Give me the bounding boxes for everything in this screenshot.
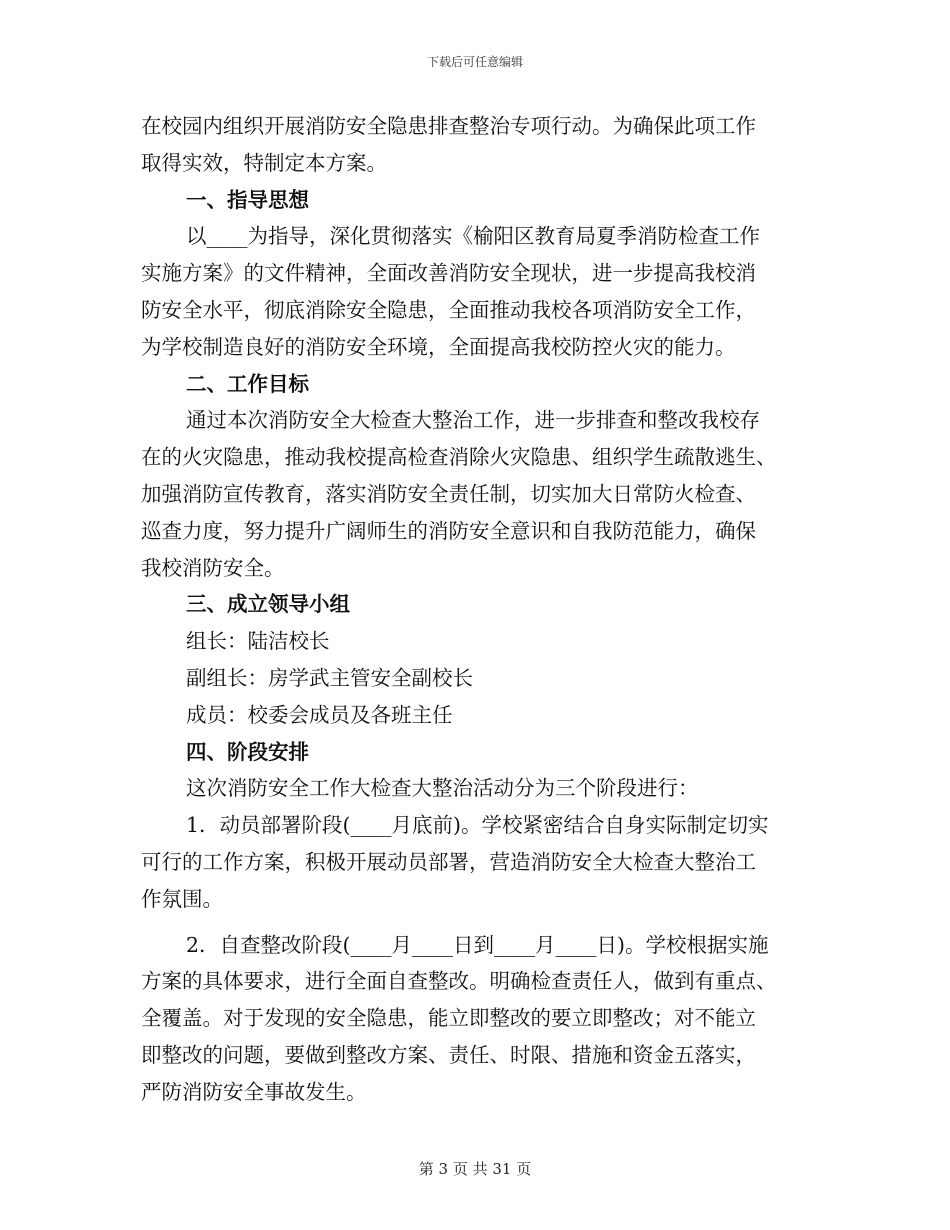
body-line: 全覆盖。对于发现的安全隐患，能立即整改的要立即整改；对不能立 bbox=[141, 1006, 756, 1031]
body-line: 以____为指导，深化贯彻落实《榆阳区教育局夏季消防检查工作 bbox=[186, 224, 760, 249]
section-heading-leadership-group: 三、成立领导小组 bbox=[186, 592, 350, 617]
section-heading-stage-arrangement: 四、阶段安排 bbox=[186, 739, 309, 764]
body-line: 实施方案》的文件精神，全面改善消防安全现状，进一步提高我校消 bbox=[141, 261, 756, 286]
body-line: 加强消防宣传教育，落实消防安全责任制，切实加大日常防火检查、 bbox=[141, 481, 756, 506]
body-line: 严防消防安全事故发生。 bbox=[141, 1079, 367, 1104]
body-line: 2．自查整改阶段(____月____日到____月____日)。学校根据实施 bbox=[186, 932, 769, 957]
body-line: 巡查力度，努力提升广阔师生的消防安全意识和自我防范能力，确保 bbox=[141, 518, 756, 543]
document-body bbox=[141, 108, 811, 1111]
body-line: 即整改的问题，要做到整改方案、责任、时限、措施和资金五落实， bbox=[141, 1042, 756, 1067]
section-heading-guiding-ideology: 一、指导思想 bbox=[186, 187, 309, 212]
body-line: 成员：校委会成员及各班主任 bbox=[186, 702, 453, 727]
body-line: 防安全水平，彻底消除安全隐患，全面推动我校各项消防安全工作， bbox=[141, 297, 756, 322]
body-line: 我校消防安全。 bbox=[141, 555, 285, 580]
body-line: 可行的工作方案，积极开展动员部署，营造消防安全大检查大整治工 bbox=[141, 849, 756, 874]
body-line: 1．动员部署阶段(____月底前)。学校紧密结合自身实际制定切实 bbox=[186, 813, 769, 838]
body-line: 作氛围。 bbox=[141, 886, 223, 911]
paragraph-gap bbox=[141, 918, 811, 927]
body-line: 在校园内组织开展消防安全隐患排查整治专项行动。为确保此项工作 bbox=[141, 114, 756, 138]
body-line: 取得实效，特制定本方案。 bbox=[141, 150, 387, 175]
page-footer: 第 3 页 共 31 页 bbox=[418, 1160, 532, 1178]
body-line: 通过本次消防安全大检查大整治工作，进一步排查和整改我校存 bbox=[186, 408, 760, 433]
body-line: 方案的具体要求，进行全面自查整改。明确检查责任人，做到有重点、 bbox=[141, 969, 777, 994]
body-line: 组长：陆洁校长 bbox=[186, 629, 330, 654]
body-line: 在的火灾隐患，推动我校提高检查消除火灾隐患、组织学生疏散逃生、 bbox=[141, 445, 777, 470]
section-heading-work-goals: 二、工作目标 bbox=[186, 371, 309, 396]
body-line: 这次消防安全工作大检查大整治活动分为三个阶段进行： bbox=[186, 776, 699, 801]
page-header: 下载后可任意编辑 bbox=[426, 55, 523, 69]
body-line: 副组长：房学武主管安全副校长 bbox=[186, 665, 473, 690]
body-line: 为学校制造良好的消防安全环境，全面提高我校防控火灾的能力。 bbox=[141, 334, 736, 359]
